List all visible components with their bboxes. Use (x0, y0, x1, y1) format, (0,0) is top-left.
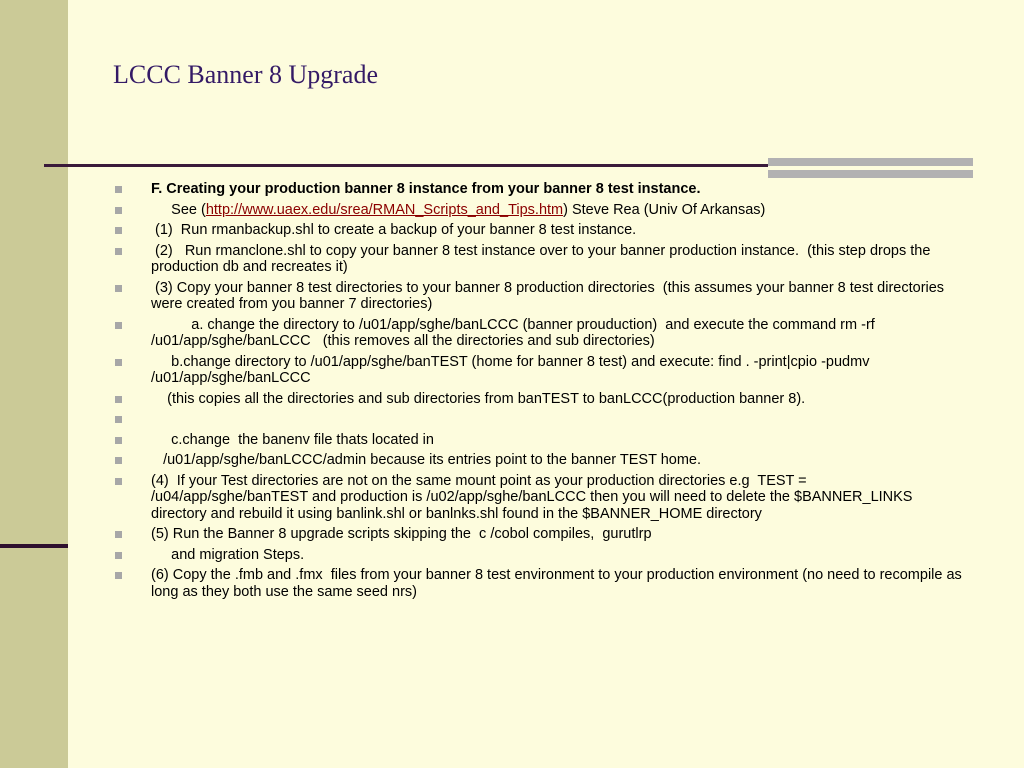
bullet-item: F. Creating your production banner 8 instance from your banner 8 test instance. (112, 181, 962, 198)
bullet-item: (2) Run rmanclone.shl to copy your banner 8 test instance over to your banner production instance. (this step drops the production db and recreates it) (112, 243, 962, 276)
title-divider (44, 164, 768, 167)
bullet-item: a. change the directory to /u01/app/sghe/banLCCC (banner prouduction) and execute the command rm -rf /u01/app/sghe/banLCCC (this removes all the directories and sub directories) (112, 317, 962, 350)
bullet-item: c.change the banenv file thats located in (112, 432, 962, 449)
bullet-item: (3) Copy your banner 8 test directories to your banner 8 production directories (this assumes your banner 8 test directories were created from you banner 7 directories) (112, 280, 962, 313)
divider-accent-top (768, 158, 973, 166)
rman-scripts-link[interactable]: http://www.uaex.edu/srea/RMAN_Scripts_and_Tips.htm (205, 201, 564, 218)
bullet-item: b.change directory to /u01/app/sghe/banTEST (home for banner 8 test) and execute: find . -print|cpio -pudmv /u01/app/sghe/banLCCC (112, 354, 962, 387)
left-bar-accent (0, 544, 68, 548)
bullet-item: and migration Steps. (112, 547, 962, 564)
bullet-item: (4) If your Test directories are not on the same mount point as your production directories e.g TEST = /u04/app/sghe/banTEST and production is /u02/app/sghe/banLCCC then you will need to delete the $BANNER_LINKS directory and rebuild it using banlink.shl or banlnks.shl found in the $BANNER_HOME directory (112, 473, 962, 523)
bullet-item: /u01/app/sghe/banLCCC/admin because its entries point to the banner TEST home. (112, 452, 962, 469)
left-decorative-bar (0, 0, 68, 768)
bullet-item: See (http://www.uaex.edu/srea/RMAN_Scripts_and_Tips.htm) Steve Rea (Univ Of Arkansas) (112, 202, 962, 219)
divider-accent-bottom (768, 170, 973, 178)
bullet-item: (6) Copy the .fmb and .fmx files from your banner 8 test environment to your production environment (no need to recompile as long as they both use the same seed nrs) (112, 567, 962, 600)
slide-title: LCCC Banner 8 Upgrade (113, 60, 379, 89)
bullet-item: (1) Run rmanbackup.shl to create a backup of your banner 8 test instance. (112, 222, 962, 239)
bullet-item: (5) Run the Banner 8 upgrade scripts skipping the c /cobol compiles, gurutlrp (112, 526, 962, 543)
bullet-item (112, 411, 962, 428)
bullet-list (112, 181, 966, 604)
bullet-item: (this copies all the directories and sub directories from banTEST to banLCCC(production banner 8). (112, 391, 962, 408)
